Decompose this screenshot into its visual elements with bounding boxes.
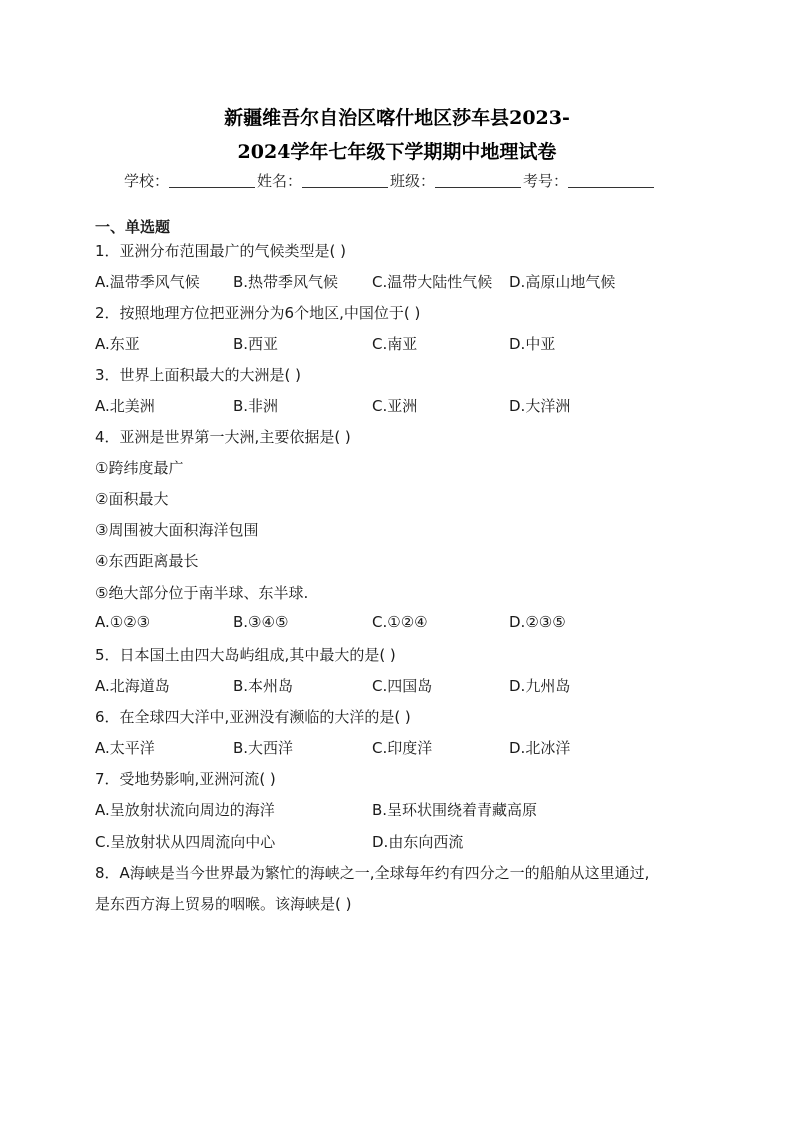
question-6-stem: 6．在全球四大洋中,亚洲没有濒临的大洋的是( ) [95,708,411,726]
question-2-stem: 2．按照地理方位把亚洲分为6个地区,中国位于( ) [95,304,421,322]
option-c: C.亚洲 [372,397,418,415]
question-4-stem: 4．亚洲是世界第一大洲,主要依据是( ) [95,428,351,446]
class-label: 班级： [390,172,436,190]
question-1-stem: 1．亚洲分布范围最广的气候类型是( ) [95,242,347,260]
question-7-stem: 7．受地势影响,亚洲河流( ) [95,770,276,788]
question-4-options [95,613,715,633]
question-7-options-row1 [95,799,715,819]
exam-title-line1: 新疆维吾尔自治区喀什地区莎车县2023- [224,107,570,129]
option-a: A.太平洋 [95,739,155,757]
option-d: D.②③⑤ [509,613,566,631]
question-4-item-2: ②面积最大 [95,490,169,508]
option-d: D.大洋洲 [509,397,571,415]
number-label: 考号： [523,172,569,190]
option-a: A.①②③ [95,613,151,631]
school-label: 学校： [124,172,170,190]
section-heading: 一、单选题 [95,218,171,236]
option-d: D.中亚 [509,335,556,353]
option-b: B.热带季风气候 [233,273,339,291]
question-8-stem-line1: 8．A海峡是当今世界最为繁忙的海峡之一,全球每年约有四分之一的船舶从这里通过, [95,864,650,882]
name-label: 姓名： [257,172,303,190]
option-d: D.由东向西流 [372,833,464,851]
option-d: D.高原山地气候 [509,273,616,291]
question-4-item-1: ①跨纬度最广 [95,459,184,477]
option-a: A.北美洲 [95,397,155,415]
question-4-item-5: ⑤绝大部分位于南半球、东半球. [95,584,309,602]
option-d: D.九州岛 [509,677,571,695]
option-b: B.西亚 [233,335,279,353]
student-info-row [124,170,656,191]
option-c: C.印度洋 [372,739,433,757]
option-d: D.北冰洋 [509,739,571,757]
question-3-options [95,395,715,415]
question-2-options [95,333,715,353]
question-3-stem: 3．世界上面积最大的大洲是( ) [95,366,302,384]
option-a: A.温带季风气候 [95,273,200,291]
option-b: B.③④⑤ [233,613,289,631]
question-5-stem: 5．日本国土由四大岛屿组成,其中最大的是( ) [95,646,396,664]
question-6-options [95,737,715,757]
question-4-item-4: ④东西距离最长 [95,552,199,570]
option-a: A.东亚 [95,335,140,353]
question-8-stem-line2: 是东西方海上贸易的咽喉。该海峡是( ) [95,895,352,913]
option-b: B.本州岛 [233,677,294,695]
option-a: A.呈放射状流向周边的海洋 [95,801,275,819]
option-c: C.温带大陆性气候 [372,273,493,291]
option-a: A.北海道岛 [95,677,170,695]
class-blank [435,173,521,188]
question-1-options [95,271,715,291]
option-c: C.①②④ [372,613,428,631]
option-b: B.非洲 [233,397,279,415]
question-7-options-row2 [95,831,715,851]
option-c: C.呈放射状从四周流向中心 [95,833,276,851]
exam-title-line2: 2024学年七年级下学期期中地理试卷 [237,141,557,163]
question-4-item-3: ③周围被大面积海洋包围 [95,521,259,539]
question-5-options [95,675,715,695]
school-blank [169,173,255,188]
option-c: C.四国岛 [372,677,433,695]
name-blank [302,173,388,188]
option-b: B.大西洋 [233,739,294,757]
option-c: C.南亚 [372,335,418,353]
option-b: B.呈环状围绕着青藏高原 [372,801,538,819]
number-blank [568,173,654,188]
